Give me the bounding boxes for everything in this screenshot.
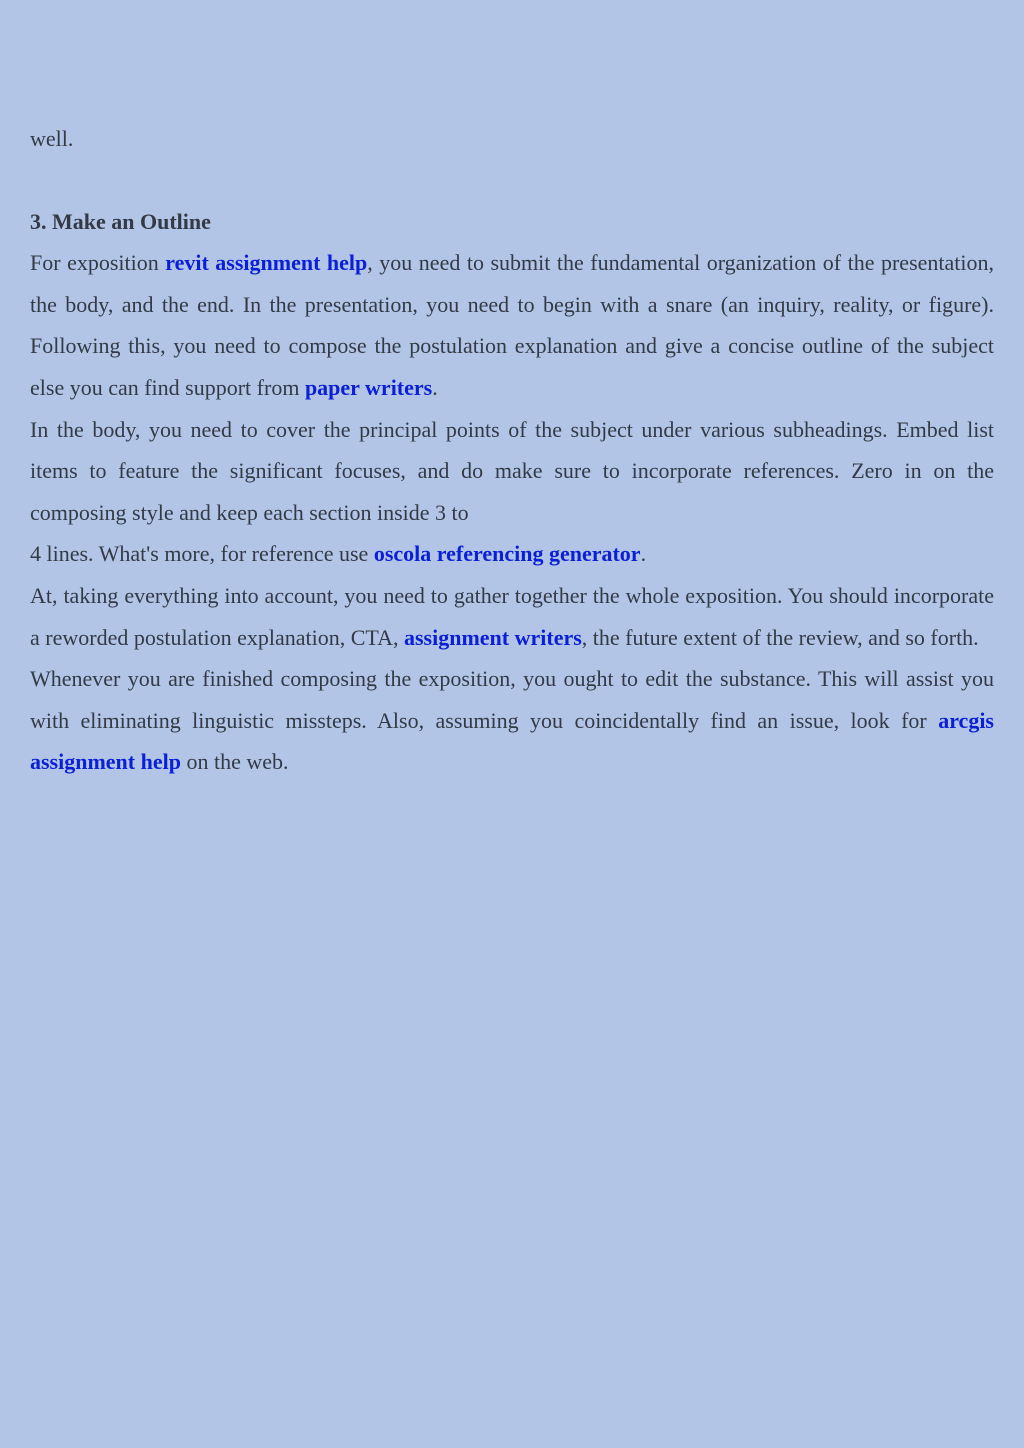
paragraph-text: on the web. <box>180 749 289 775</box>
paragraph-conclusion <box>30 575 994 658</box>
paragraph-text: In the body, you need to cover the principal points of the subject under various subheadings. Embed list items to feature the significant focuses, and do make sure to incorporate references. Zero in on the composing style and keep each section inside 3 to <box>30 416 994 525</box>
paragraph-text: , you need to submit the fundamental organization of the presentation, the body, and the end. In the presentation, you need to begin with a snare (an inquiry, reality, or figure). Following this, you need to compose the postulation explanation and give a concise outline of the subject else you can find support from <box>30 250 994 400</box>
section-heading: 3. Make an Outline <box>30 208 211 234</box>
paragraph-outline-intro <box>30 242 994 408</box>
paragraph-text: For exposition <box>30 250 166 276</box>
assignment-writers-link[interactable]: assignment writers <box>403 624 582 650</box>
paragraph-text: 4 lines. What's more, for reference use <box>30 541 374 567</box>
paragraph-text: . <box>432 374 438 400</box>
paragraph-text: At, taking everything into account, you need to gather together the whole exposition. You should incorporate a reworded postulation explanation, CTA, <box>30 582 994 650</box>
revit-assignment-help-link[interactable]: revit assignment help <box>165 250 368 276</box>
paragraph-reference <box>30 533 994 575</box>
lead-text: well. <box>30 126 74 151</box>
paragraph-body <box>30 409 994 534</box>
oscola-referencing-generator-link[interactable]: oscola referencing generator <box>373 541 641 567</box>
arcgis-assignment-help-link[interactable]: arcgis assignment help <box>30 707 994 775</box>
paragraph-text: Whenever you are finished composing the exposition, you ought to edit the substance. This will assist you with eliminating linguistic missteps. Also, assuming you coincidentally find an issue, look for <box>30 666 994 733</box>
paper-writers-link[interactable]: paper writers <box>304 374 433 400</box>
paragraph-text: . <box>640 541 647 567</box>
document-page <box>30 118 994 783</box>
paragraph-text: , the future extent of the review, and so forth. <box>581 624 979 650</box>
paragraph-editing <box>30 658 994 783</box>
